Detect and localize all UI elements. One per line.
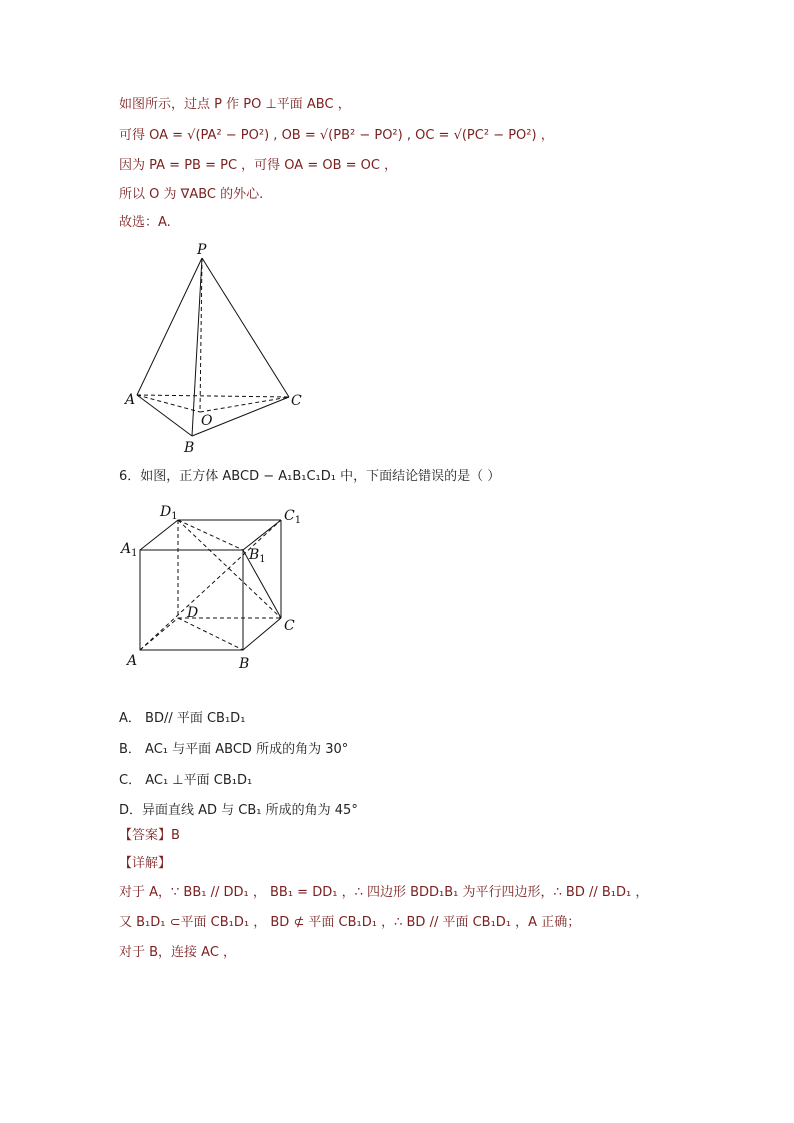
detail-line-2: 又 B₁D₁ ⊂平面 CB₁D₁ ， BD ⊄ 平面 CB₁D₁ ，∴ BD // 平面 CB₁D₁ ，A 正确；	[119, 915, 581, 930]
solution-line-2: 可得 OA = √(PA² − PO²) , OB = √(PB² − PO²) , OC = √(PC² − PO²) ，	[119, 128, 554, 143]
cube-label-a: A	[127, 653, 138, 669]
pyramid-label-c: C	[291, 393, 302, 409]
answer-label: 【答案】B	[119, 828, 180, 843]
solution-line-1: 如图所示，过点 P 作 PO ⊥平面 ABC ，	[119, 97, 351, 112]
option-a: A． BD// 平面 CB₁D₁	[119, 711, 246, 726]
pyramid-label-a: A	[125, 392, 136, 408]
option-b: B． AC₁ 与平面 ABCD 所成的角为 30°	[119, 742, 349, 757]
solution-line-3: 因为 PA = PB = PC ，可得 OA = OB = OC ，	[119, 158, 398, 173]
pyramid-label-o: O	[201, 413, 213, 429]
pyramid-figure	[118, 238, 318, 458]
option-d: D．异面直线 AD 与 CB₁ 所成的角为 45°	[119, 803, 358, 818]
cube-label-b1: $B_1$	[249, 547, 266, 565]
cube-figure	[118, 498, 318, 673]
pyramid-label-p: P	[197, 242, 207, 258]
detail-header: 【详解】	[119, 856, 172, 871]
solution-choice: 故选：A.	[119, 215, 171, 230]
question-6-stem: 6．如图，正方体 ABCD − A₁B₁C₁D₁ 中，下面结论错误的是（ ）	[119, 469, 501, 484]
detail-line-1: 对于 A，∵ BB₁ // DD₁ ， BB₁ = DD₁ ，∴ 四边形 BDD₁B₁ 为平行四边形，∴ BD // B₁D₁ ，	[119, 885, 649, 900]
pyramid-label-b: B	[184, 440, 195, 456]
cube-label-d: D	[187, 605, 199, 621]
cube-label-a1: $A_1$	[121, 541, 138, 559]
cube-label-d1: $D_1$	[160, 504, 178, 522]
cube-label-b: B	[239, 656, 250, 672]
cube-label-c1: $C_1$	[284, 508, 302, 526]
solution-line-4: 所以 O 为 ∇ABC 的外心.	[119, 187, 264, 202]
option-c: C． AC₁ ⊥平面 CB₁D₁	[119, 773, 253, 788]
cube-label-c: C	[284, 618, 295, 634]
detail-line-3: 对于 B，连接 AC ，	[119, 945, 237, 960]
